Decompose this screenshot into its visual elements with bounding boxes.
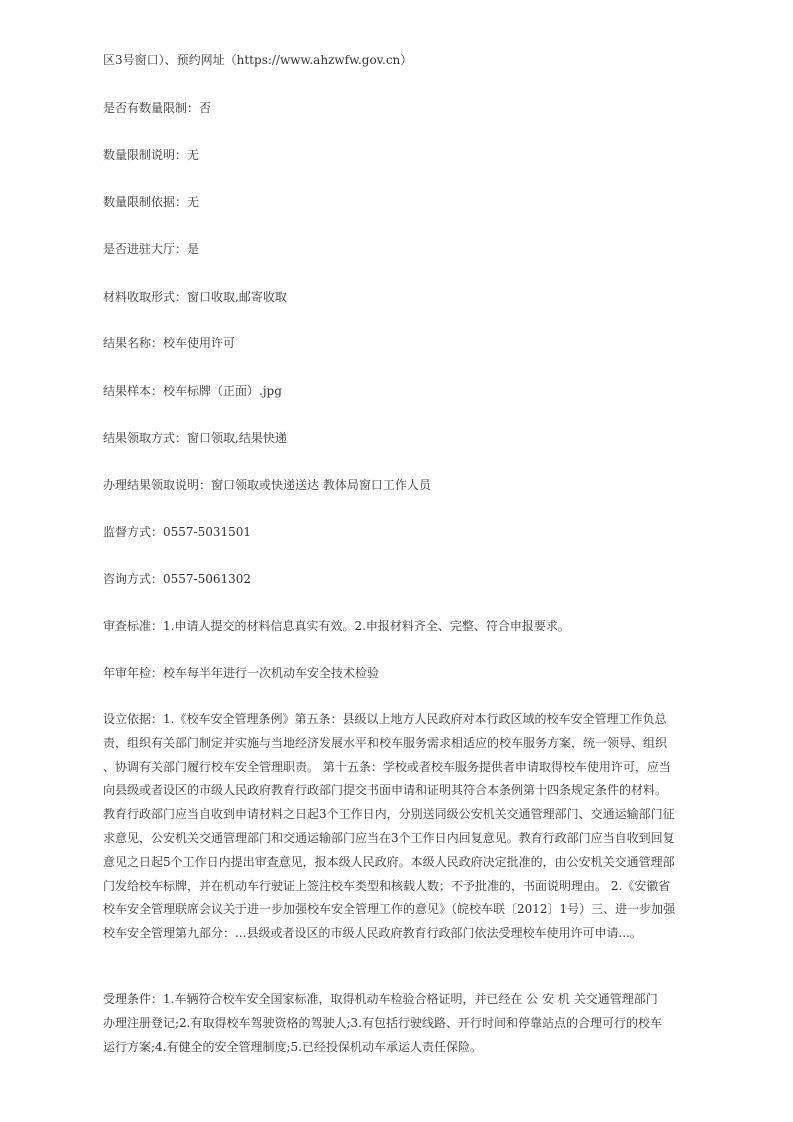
- legal-basis-text: 校车安全管理联席会议关于进一步加强校车安全管理工作的意见》（皖校车联〔2012〕1号）三、进一步加强: [103, 902, 676, 917]
- quantity-limit-line: 是否有数量限制：否: [103, 101, 212, 115]
- legal-basis-text: 设立依据：1.《校车安全管理条例》第五条：县级以上地方人民政府对本行政区域的校车安全管理工作负总: [103, 712, 667, 726]
- legal-basis-text: 意见之日起5个工作日内提出审查意见，报本级人民政府。本级人民政府决定批准的，由公安机关交通管理部: [103, 854, 675, 869]
- quantity-limit-basis-line: 数量限制依据：无: [103, 195, 200, 209]
- result-sample-line: 结果样本：校车标牌（正面）.jpg: [103, 384, 282, 398]
- legal-basis-text: 教育行政部门应当自收到申请材料之日起3个工作日内，分别送同级公安机关交通管理部门、交通运输部门征: [103, 807, 675, 822]
- acceptance-conditions-text: 运行方案;4.有健全的安全管理制度;5.已经投保机动车承运人责任保险。: [103, 1039, 482, 1054]
- legal-basis-text: 求意见，公安机关交通管理部门和交通运输部门应当在3个工作日内回复意见。教育行政部门应当自收到回复: [103, 830, 675, 845]
- result-name-line: 结果名称：校车使用许可: [103, 336, 236, 350]
- quantity-limit-note-line: 数量限制说明：无: [103, 148, 200, 162]
- acceptance-conditions-text: 办理注册登记;2.有取得校车驾驶资格的驾驶人;3.有包括行驶线路、开行时间和停靠站点的合理可行的校车: [103, 1015, 662, 1030]
- legal-basis-paragraph: [103, 708, 675, 946]
- hall-entry-line: 是否进驻大厅：是: [103, 242, 200, 256]
- supervision-phone-line: 监督方式：0557-5031501: [103, 525, 252, 539]
- legal-basis-text: 、协调有关部门履行校车安全管理职责。 第十五条：学校或者校车服务提供者申请取得校车使用许可，应当: [103, 759, 671, 774]
- acceptance-conditions-paragraph: [103, 988, 675, 1059]
- material-collection-line: 材料收取形式：窗口收取,邮寄收取: [103, 290, 287, 304]
- acceptance-conditions-text: 受理条件：1.车辆符合校车安全国家标准，取得机动车检验合格证明，并已经在 公 安 机 关交通管理部门: [103, 992, 658, 1006]
- legal-basis-text: 向县级或者设区的市级人民政府教育行政部门提交书面申请和证明其符合本条例第十四条规定条件的材料。: [103, 783, 668, 798]
- legal-basis-text: 门发给校车标牌，并在机动车行驶证上签注校车类型和核载人数；不予批准的，书面说明理由。 2.《安徽省: [103, 878, 671, 893]
- annual-inspection-line: 年审年检：校车每半年进行一次机动车安全技术检验: [103, 666, 380, 680]
- result-pickup-line: 结果领取方式：窗口领取,结果快递: [103, 431, 287, 445]
- legal-basis-text: 责，组织有关部门制定并实施与当地经济发展水平和校车服务需求相适应的校车服务方案，统一领导、组织: [103, 735, 668, 750]
- result-pickup-note-line: 办理结果领取说明：窗口领取或快递送达 教体局窗口工作人员: [103, 478, 431, 492]
- review-standard-line: 审查标准：1.申请人提交的材料信息真实有效。2.申报材料齐全、完整、符合申报要求。: [103, 619, 570, 633]
- legal-basis-text: 校车安全管理第九部分：...县级或者设区的市级人民政府教育行政部门依法受理校车使用许可申请...。: [103, 926, 642, 941]
- consultation-phone-line: 咨询方式：0557-5061302: [103, 572, 252, 586]
- appointment-website-line: 区3号窗口）、预约网址（https://www.ahzwfw.gov.cn）: [103, 53, 413, 67]
